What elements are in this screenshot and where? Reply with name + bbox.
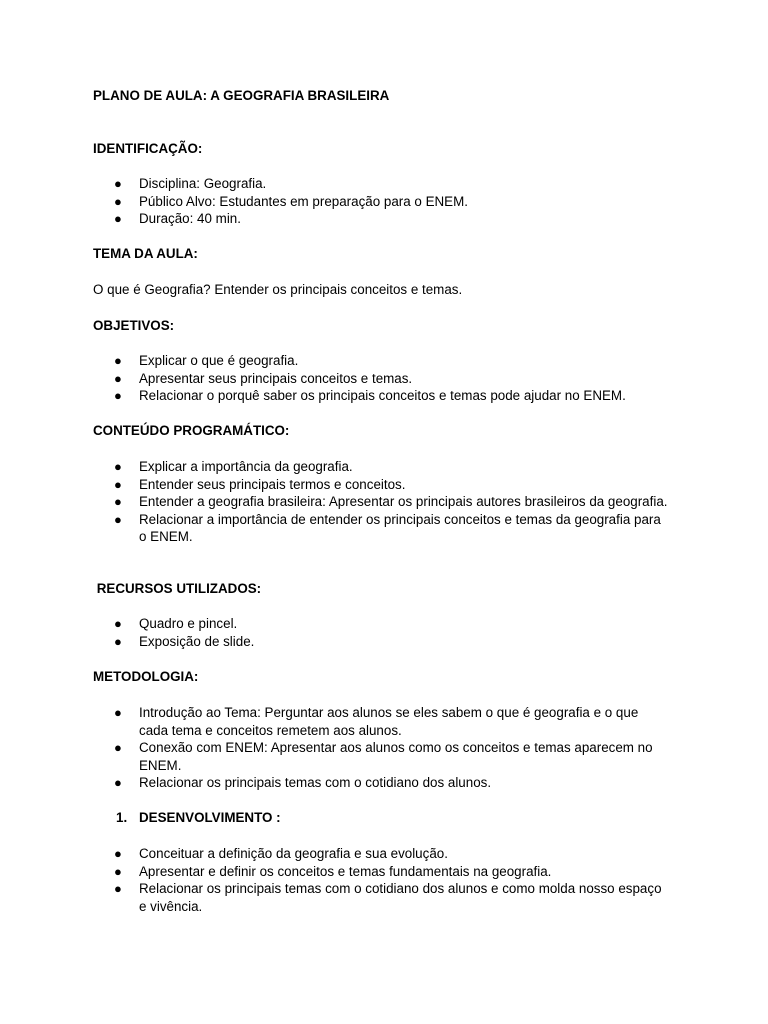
bullet-icon: ● <box>114 616 122 631</box>
list-item-text: Quadro e pincel. <box>139 616 238 631</box>
metodologia-list <box>0 704 669 792</box>
tema-text: O que é Geografia? Entender os principais conceitos e temas. <box>93 282 463 297</box>
list-item <box>0 880 669 915</box>
list-item-text: Relacionar a importância de entender os principais conceitos e temas da geografia para o ENEM. <box>139 511 661 545</box>
list-item-text: Conceituar a definição da geografia e sua evolução. <box>139 846 448 861</box>
bullet-icon: ● <box>114 881 122 897</box>
desenvolvimento-heading <box>116 809 281 827</box>
tema-heading: TEMA DA AULA: <box>93 246 198 261</box>
conteudo-list <box>0 458 669 546</box>
list-item-text: Duração: 40 min. <box>139 211 241 227</box>
objetivos-list <box>0 352 669 405</box>
bullet-icon: ● <box>114 370 122 386</box>
list-item <box>0 210 669 228</box>
bullet-icon: ● <box>114 863 122 879</box>
list-item <box>0 387 669 405</box>
metodologia-heading: METODOLOGIA: <box>93 669 199 684</box>
list-item-text: Introdução ao Tema: Perguntar aos alunos se eles sabem o que é geografia e o que cada tema e conceitos remetem aos alunos. <box>139 705 639 738</box>
list-item <box>0 493 669 511</box>
list-item <box>0 352 669 370</box>
bullet-icon: ● <box>114 388 122 404</box>
list-item <box>0 633 669 651</box>
bullet-icon: ● <box>114 740 122 756</box>
list-item-text: Relacionar os principais temas com o cotidiano dos alunos e como molda nosso espaço e vivência. <box>139 881 662 914</box>
list-item-text: Público Alvo: Estudantes em preparação para o ENEM. <box>139 193 468 209</box>
list-item <box>0 193 669 211</box>
objetivos-heading: OBJETIVOS: <box>93 318 175 333</box>
list-item-text: Apresentar e definir os conceitos e temas fundamentais na geografia. <box>139 863 552 879</box>
identificacao-list <box>0 175 669 228</box>
bullet-icon: ● <box>114 494 122 510</box>
bullet-icon: ● <box>114 775 122 791</box>
list-item <box>0 845 669 863</box>
list-item-text: Relacionar o porquê saber os principais conceitos e temas pode ajudar no ENEM. <box>139 388 626 404</box>
list-item-text: Disciplina: Geografia. <box>139 176 267 191</box>
list-item-text: Relacionar os principais temas com o cotidiano dos alunos. <box>139 775 492 791</box>
bullet-icon: ● <box>114 176 122 191</box>
list-item <box>0 739 669 774</box>
bullet-icon: ● <box>114 211 122 227</box>
bullet-icon: ● <box>114 705 122 720</box>
list-item <box>0 863 669 881</box>
section-number: 1. <box>116 810 128 825</box>
bullet-icon: ● <box>114 633 122 649</box>
bullet-icon: ● <box>114 193 122 209</box>
list-item-text: Entender seus principais termos e conceitos. <box>139 476 406 492</box>
list-item <box>0 175 669 193</box>
list-item <box>0 476 669 494</box>
list-item <box>0 704 669 739</box>
list-item <box>0 615 669 633</box>
identificacao-heading: IDENTIFICAÇÃO: <box>93 141 203 156</box>
list-item <box>0 774 669 792</box>
recursos-heading: RECURSOS UTILIZADOS: <box>93 581 262 596</box>
bullet-icon: ● <box>114 846 122 861</box>
desenvolvimento-list <box>0 845 669 915</box>
list-item-text: Exposição de slide. <box>139 633 255 649</box>
desenvolvimento-heading-text: DESENVOLVIMENTO : <box>139 810 281 825</box>
bullet-icon: ● <box>114 353 122 368</box>
list-item-text: Conexão com ENEM: Apresentar aos alunos como os conceitos e temas aparecem no ENEM. <box>139 740 653 773</box>
list-item-text: Entender a geografia brasileira: Apresentar os principais autores brasileiros da geografia. <box>139 494 668 510</box>
bullet-icon: ● <box>114 459 122 474</box>
list-item-text: Explicar o que é geografia. <box>139 353 299 368</box>
bullet-icon: ● <box>114 511 122 527</box>
bullet-icon: ● <box>114 476 122 492</box>
list-item <box>0 511 669 546</box>
document-title: PLANO DE AULA: A GEOGRAFIA BRASILEIRA <box>93 88 390 103</box>
conteudo-heading: CONTEÚDO PROGRAMÁTICO: <box>93 423 290 438</box>
recursos-list <box>0 615 669 650</box>
list-item <box>0 370 669 388</box>
list-item-text: Apresentar seus principais conceitos e temas. <box>139 370 413 386</box>
list-item-text: Explicar a importância da geografia. <box>139 459 353 474</box>
list-item <box>0 458 669 476</box>
